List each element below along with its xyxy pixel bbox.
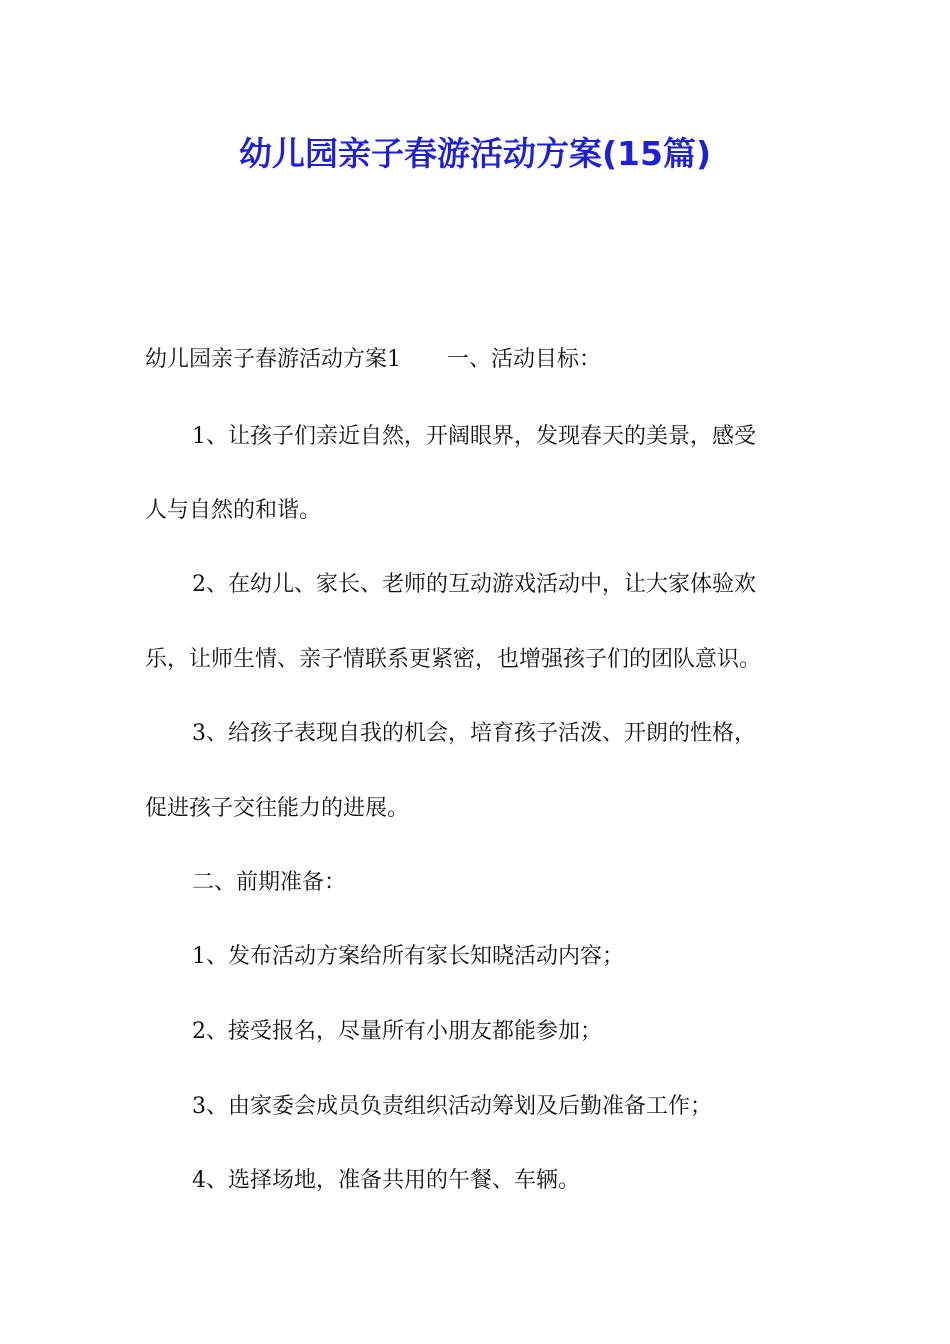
paragraph-line: 3、给孩子表现自我的机会，培育孩子活泼、开朗的性格，: [192, 721, 756, 746]
paragraph-line: 2、在幼儿、家长、老师的互动游戏活动中，让大家体验欢: [192, 572, 756, 597]
plan-heading: 幼儿园亲子春游活动方案1: [145, 347, 401, 372]
list-item: 2、接受报名，尽量所有小朋友都能参加；: [192, 1019, 602, 1044]
list-item: 1、发布活动方案给所有家长知晓活动内容；: [192, 944, 624, 969]
paragraph-line: 促进孩子交往能力的进展。: [145, 796, 410, 821]
section-heading-preparation: 二、前期准备：: [192, 870, 347, 895]
section-heading-goals: 一、活动目标：: [447, 347, 602, 372]
first-line: [145, 345, 601, 375]
list-item: 3、由家委会成员负责组织活动筹划及后勤准备工作；: [192, 1094, 712, 1119]
document-title: 幼儿园亲子春游活动方案(15篇): [238, 134, 712, 173]
paragraph-line: 1、让孩子们亲近自然，开阔眼界，发现春天的美景，感受: [192, 424, 756, 449]
paragraph-line: 人与自然的和谐。: [145, 498, 322, 523]
list-item: 4、选择场地，准备共用的午餐、车辆。: [192, 1168, 580, 1193]
paragraph-line: 乐，让师生情、亲子情联系更紧密，也增强孩子们的团队意识。: [145, 647, 762, 672]
